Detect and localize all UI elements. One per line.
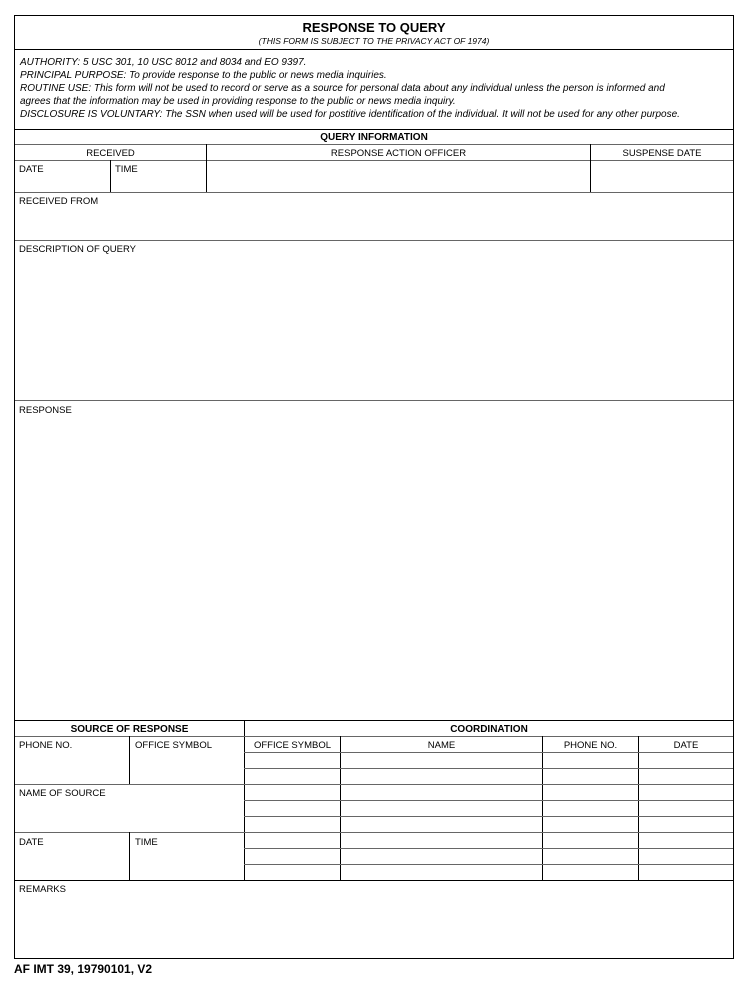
office-symbol-label: OFFICE SYMBOL xyxy=(135,740,213,751)
source-time-field[interactable] xyxy=(130,833,244,880)
remarks-label: REMARKS xyxy=(19,884,66,895)
form-frame xyxy=(14,15,734,959)
description-of-query-label: DESCRIPTION OF QUERY xyxy=(19,244,137,255)
received-date-label: DATE xyxy=(19,164,44,175)
form-number: AF IMT 39, 19790101, V2 xyxy=(14,962,153,976)
received-time-field[interactable] xyxy=(111,161,206,192)
form-title: RESPONSE TO QUERY xyxy=(302,20,446,35)
routine-use-text: ROUTINE USE: This form will not be used to record or serve as a source for personal data about any individual unless the person is informed and xyxy=(20,83,665,94)
coord-name-header: NAME xyxy=(427,740,456,751)
response-action-officer-field[interactable] xyxy=(207,161,590,192)
routine-use-text-cont: agrees that the information may be used in providing response to the public or news media inquiry. xyxy=(20,96,456,107)
coord-date-header: DATE xyxy=(673,740,699,751)
received-date-field[interactable] xyxy=(15,161,110,192)
received-from-label: RECEIVED FROM xyxy=(19,196,99,207)
response-action-officer-header: RESPONSE ACTION OFFICER xyxy=(330,148,467,159)
name-of-source-field[interactable] xyxy=(15,785,244,832)
suspense-date-header: SUSPENSE DATE xyxy=(622,148,702,159)
received-header: RECEIVED xyxy=(86,148,135,159)
divider xyxy=(15,129,733,130)
coord-phone-no-header: PHONE NO. xyxy=(563,740,618,751)
source-phone-field[interactable] xyxy=(15,737,129,784)
response-label: RESPONSE xyxy=(19,405,72,416)
divider xyxy=(15,49,733,50)
source-date-label: DATE xyxy=(19,837,44,848)
source-time-label: TIME xyxy=(135,837,158,848)
name-of-source-label: NAME OF SOURCE xyxy=(19,788,106,799)
disclosure-text: DISCLOSURE IS VOLUNTARY: The SSN when used will be used for postitive identification of the individual. It will not be used for any other purpose. xyxy=(20,109,680,120)
coord-office-symbol-header: OFFICE SYMBOL xyxy=(253,740,332,751)
source-date-field[interactable] xyxy=(15,833,129,880)
received-time-label: TIME xyxy=(115,164,138,175)
divider xyxy=(15,144,733,145)
coordination-heading: COORDINATION xyxy=(450,724,528,735)
response-field[interactable] xyxy=(15,401,733,720)
query-information-heading: QUERY INFORMATION xyxy=(320,132,428,143)
privacy-statement xyxy=(20,56,680,121)
source-office-symbol-field[interactable] xyxy=(130,737,244,784)
privacy-act-notice: (THIS FORM IS SUBJECT TO THE PRIVACY ACT OF 1974) xyxy=(258,36,490,46)
source-of-response-heading: SOURCE OF RESPONSE xyxy=(70,724,189,735)
divider xyxy=(15,720,733,721)
description-of-query-field[interactable] xyxy=(15,241,733,400)
remarks-field[interactable] xyxy=(15,881,733,958)
received-from-field[interactable] xyxy=(15,193,733,240)
principal-purpose-text: PRINCIPAL PURPOSE: To provide response to the public or news media inquiries. xyxy=(20,70,387,81)
coordination-entries[interactable] xyxy=(245,753,733,880)
phone-no-label: PHONE NO. xyxy=(19,740,73,751)
authority-text: AUTHORITY: 5 USC 301, 10 USC 8012 and 8034 and EO 9397. xyxy=(20,57,307,68)
suspense-date-field[interactable] xyxy=(591,161,733,192)
